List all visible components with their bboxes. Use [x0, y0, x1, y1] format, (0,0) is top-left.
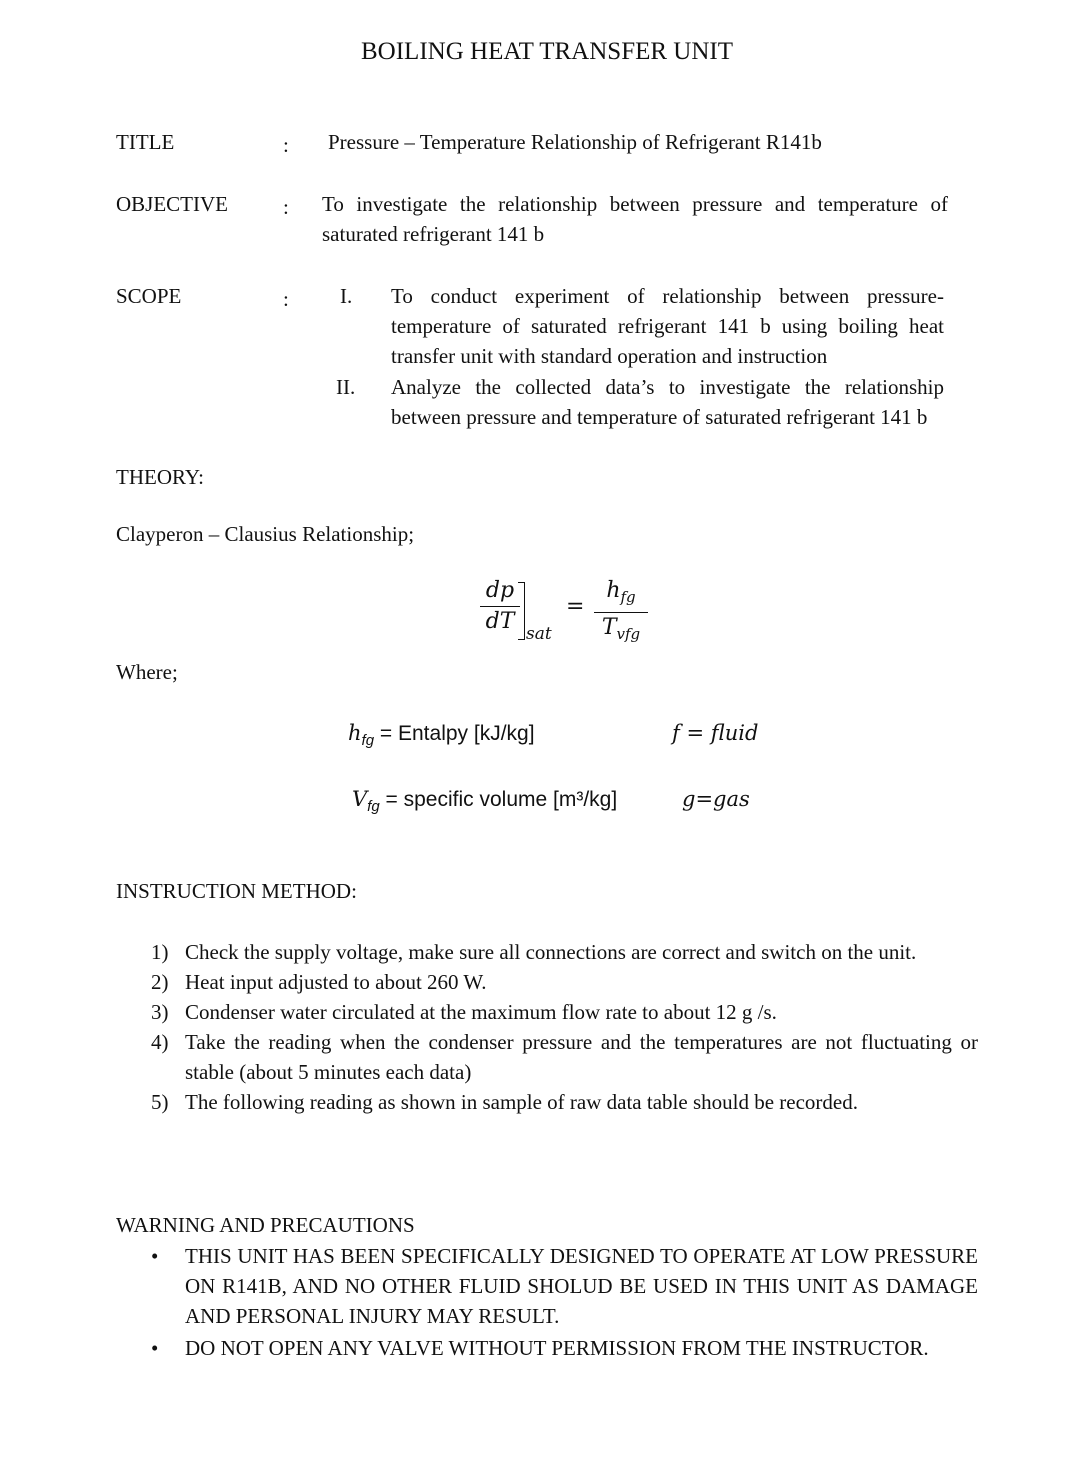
scope-label: SCOPE	[116, 284, 182, 308]
list-item: • DO NOT OPEN ANY VALVE WITHOUT PERMISSION FROM THE INSTRUCTOR.	[151, 1336, 929, 1360]
list-item: 2) Heat input adjusted to about 260 W.	[151, 970, 487, 994]
definition-note: f = fluid	[672, 721, 759, 745]
instruction-steps	[151, 937, 978, 1117]
scope-item-number: II.	[336, 375, 356, 399]
scope-item-text: Analyze the collected data’s to investigate the relationship between pressure and temperature of saturated refrigerant 141 b	[391, 375, 944, 429]
theory-label: THEORY:	[116, 465, 204, 489]
formula-lhs-denominator: dT	[485, 609, 515, 634]
scope-colon: :	[283, 287, 289, 311]
warning-list	[151, 1241, 978, 1365]
fraction-bar	[480, 606, 520, 607]
objective-label: OBJECTIVE	[116, 192, 228, 216]
evaluation-bracket	[518, 582, 525, 640]
definition-vfg: $V_{fg}$ = specific volume [m³/kg]	[352, 787, 618, 815]
definition-text: = Entalpy [kJ/kg]	[379, 722, 535, 745]
scope-item-text: To conduct experiment of relationship between pressure-temperature of saturated refrigerant 141 b using boiling heat transfer unit with standard operation and instruction	[391, 284, 944, 368]
definition-note: g=gas	[682, 787, 750, 811]
objective-value: To investigate the relationship between pressure and temperature of saturated refrigerant 141 b	[322, 192, 948, 246]
list-item: 3) Condenser water circulated at the maximum flow rate to about 12 g /s.	[151, 1000, 777, 1024]
theory-relationship: Clayperon – Clausius Relationship;	[116, 522, 415, 546]
title-colon: :	[283, 133, 289, 157]
list-item: • THIS UNIT HAS BEEN SPECIFICALLY DESIGNED TO OPERATE AT LOW PRESSURE ON R141B, AND NO OTHER FLUID SHOLUD BE USED IN THIS UNIT AS DAMAGE AND PERSONAL INJURY MAY RESULT.	[151, 1244, 978, 1328]
definition-text: = specific volume [m³/kg]	[385, 788, 618, 811]
clausius-clapeyron-formula	[470, 574, 690, 664]
objective-colon: :	[283, 195, 289, 219]
scope-item-number: I.	[340, 284, 353, 308]
list-item: 4) Take the reading when the condenser pressure and the temperatures are not fluctuating or stable (about 5 minutes each data)	[151, 1030, 978, 1084]
fraction-bar	[594, 612, 648, 613]
instruction-label: INSTRUCTION METHOD:	[116, 879, 357, 903]
formula-rhs-numerator: $h_{fg}$	[606, 578, 636, 606]
list-item: 5) The following reading as shown in sample of raw data table should be recorded.	[151, 1090, 858, 1114]
definition-hfg: $h_{fg}$ = Entalpy [kJ/kg]	[348, 721, 535, 749]
formula-sat-subscript: sat	[526, 624, 552, 644]
where-label: Where;	[116, 660, 178, 684]
list-item: 1) Check the supply voltage, make sure all connections are correct and switch on the unit.	[151, 940, 917, 964]
title-label: TITLE	[116, 130, 175, 154]
title-value: Pressure – Temperature Relationship of Refrigerant R141b	[328, 130, 822, 154]
formula-rhs-fraction	[594, 578, 648, 647]
formula-lhs-fraction	[480, 578, 520, 635]
document-title: BOILING HEAT TRANSFER UNIT	[361, 38, 733, 65]
formula-equals: =	[566, 594, 585, 619]
formula-lhs-numerator: dp	[485, 578, 515, 603]
warning-label: WARNING AND PRECAUTIONS	[116, 1213, 415, 1237]
formula-rhs-denominator: $T_{vfg}$	[601, 615, 641, 643]
